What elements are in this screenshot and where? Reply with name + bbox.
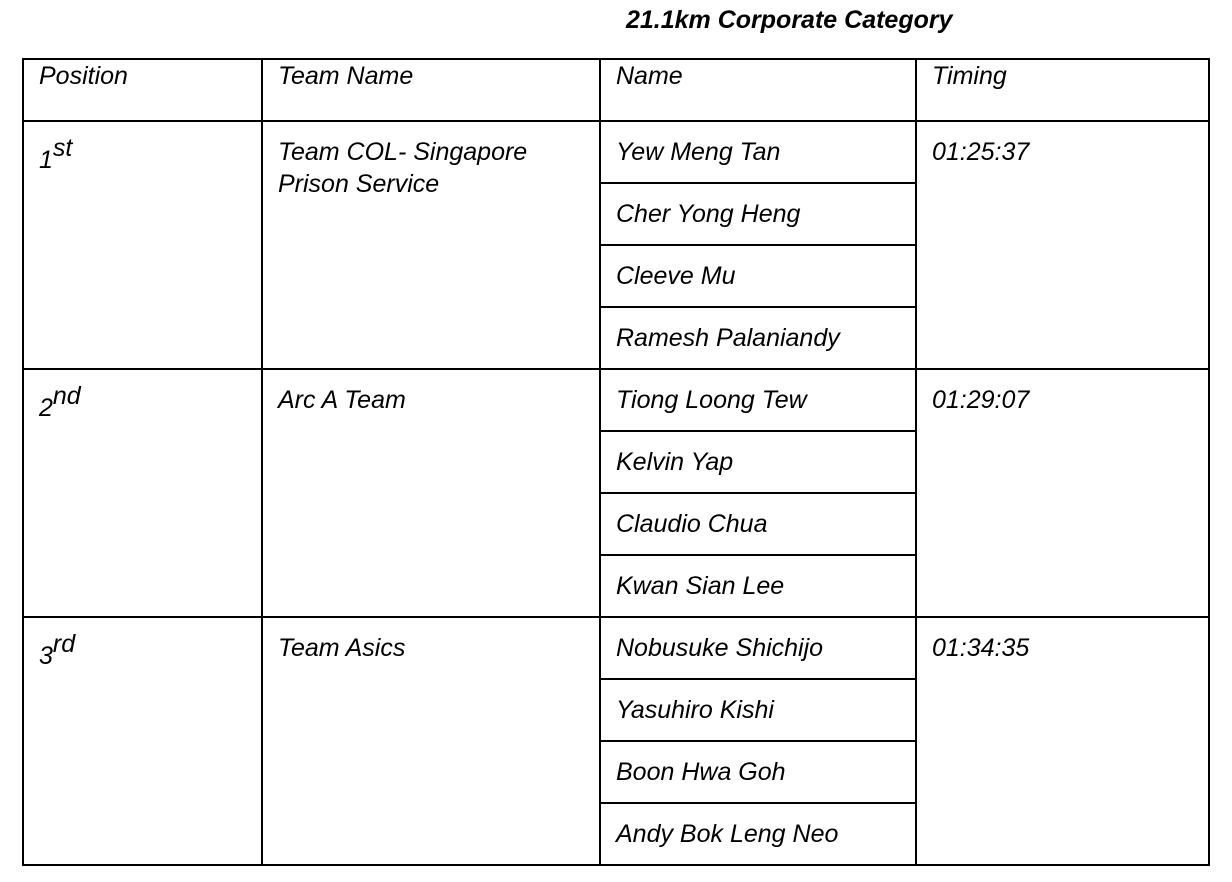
header-cell-team-name bbox=[262, 59, 600, 121]
member-name: Claudio Chua bbox=[616, 510, 768, 538]
member-name-cell bbox=[600, 803, 916, 865]
header-name-label: Name bbox=[616, 62, 683, 90]
timing-value: 01:25:37 bbox=[932, 138, 1030, 166]
member-name-cell bbox=[600, 679, 916, 741]
member-name-cell bbox=[600, 245, 916, 307]
table-row bbox=[23, 121, 1209, 183]
member-name-cell bbox=[600, 121, 916, 183]
header-timing-label: Timing bbox=[932, 62, 1007, 90]
member-name-cell bbox=[600, 369, 916, 431]
team-name-cell bbox=[262, 121, 600, 369]
position-cell bbox=[23, 369, 262, 617]
timing-value: 01:29:07 bbox=[932, 386, 1030, 414]
position-suffix: st bbox=[52, 134, 73, 162]
member-name: Cleeve Mu bbox=[616, 262, 736, 290]
timing-cell bbox=[916, 121, 1209, 369]
member-name: Andy Bok Leng Neo bbox=[616, 820, 839, 848]
member-name: Yasuhiro Kishi bbox=[616, 696, 774, 724]
member-name-cell bbox=[600, 307, 916, 369]
member-name-cell bbox=[600, 431, 916, 493]
timing-value: 01:34:35 bbox=[932, 634, 1030, 662]
team-name: Team Asics bbox=[278, 634, 406, 662]
header-position-label: Position bbox=[39, 62, 128, 90]
position-number: 3 bbox=[39, 642, 53, 670]
member-name: Boon Hwa Goh bbox=[616, 758, 786, 786]
member-name-cell bbox=[600, 555, 916, 617]
team-name: Arc A Team bbox=[278, 386, 406, 414]
table-row bbox=[23, 617, 1209, 679]
member-name: Ramesh Palaniandy bbox=[616, 324, 840, 352]
team-name-cell bbox=[262, 617, 600, 865]
member-name-cell bbox=[600, 741, 916, 803]
member-name-cell bbox=[600, 493, 916, 555]
member-name: Yew Meng Tan bbox=[616, 138, 781, 166]
timing-cell bbox=[916, 369, 1209, 617]
team-name-cell bbox=[262, 369, 600, 617]
header-cell-timing bbox=[916, 59, 1209, 121]
member-name: Kwan Sian Lee bbox=[616, 572, 785, 600]
position-suffix: nd bbox=[52, 382, 81, 410]
position-cell bbox=[23, 617, 262, 865]
header-team-name-label: Team Name bbox=[278, 62, 414, 90]
member-name: Nobusuke Shichijo bbox=[616, 634, 824, 662]
member-name: Kelvin Yap bbox=[616, 448, 734, 476]
header-cell-position bbox=[23, 59, 262, 121]
results-table bbox=[22, 58, 1210, 866]
timing-cell bbox=[916, 617, 1209, 865]
team-name: Team COL- Singapore Prison Service bbox=[278, 138, 528, 198]
page-title: 21.1km Corporate Category bbox=[626, 6, 953, 34]
position-number: 2 bbox=[39, 394, 53, 422]
position-cell bbox=[23, 121, 262, 369]
member-name: Tiong Loong Tew bbox=[616, 386, 807, 414]
member-name-cell bbox=[600, 183, 916, 245]
member-name-cell bbox=[600, 617, 916, 679]
table-row bbox=[23, 369, 1209, 431]
header-cell-name bbox=[600, 59, 916, 121]
table-header-row bbox=[23, 59, 1209, 121]
position-number: 1 bbox=[39, 146, 53, 174]
member-name: Cher Yong Heng bbox=[616, 200, 801, 228]
position-suffix: rd bbox=[52, 630, 76, 658]
